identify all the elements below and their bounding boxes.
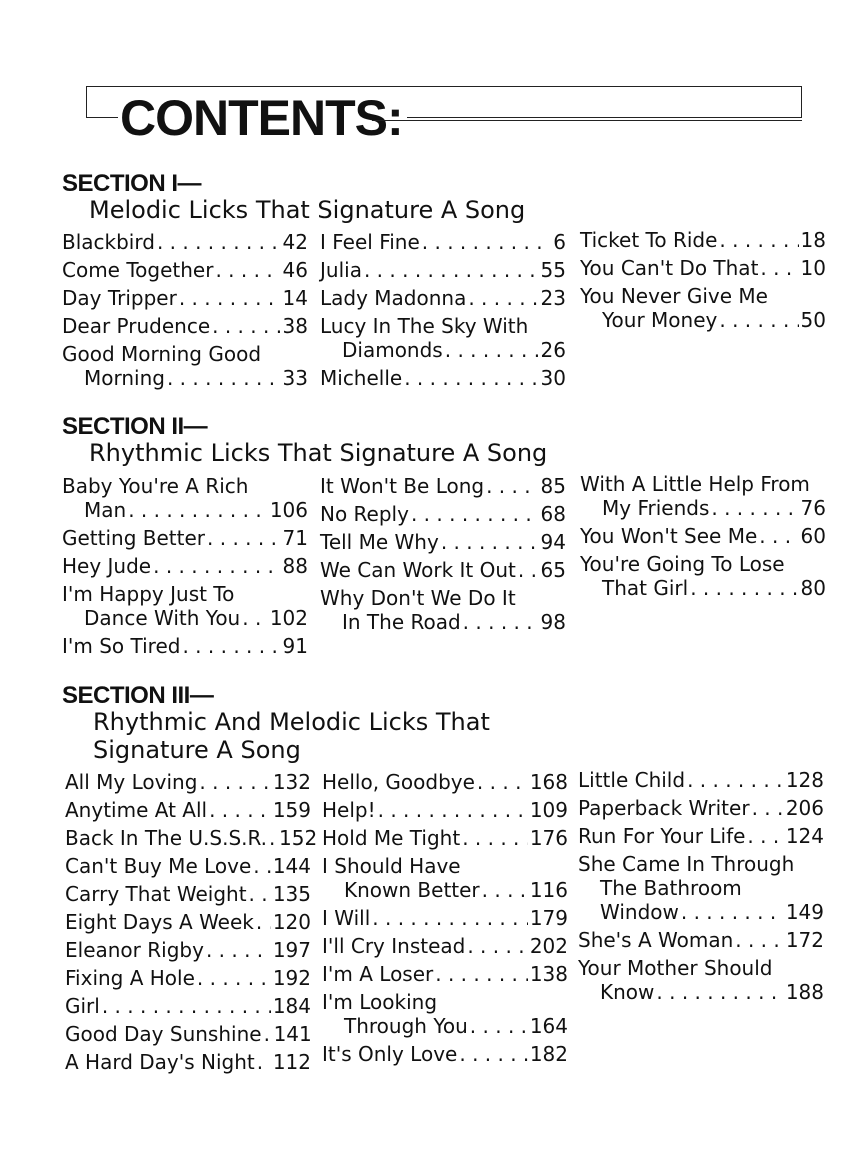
section-3-subtitle-line-1: Rhythmic And Melodic Licks That: [93, 708, 490, 736]
page-title: CONTENTS:: [118, 88, 407, 148]
toc-entry[interactable]: Help! . . . 109: [322, 798, 568, 822]
section-3-column-1: [65, 770, 318, 1078]
toc-entry[interactable]: It Won't Be Long . . . 85: [320, 474, 566, 498]
toc-entry[interactable]: All My Loving . . . 132: [65, 770, 311, 794]
toc-entry[interactable]: With A Little Help From My Friends . . . 76: [580, 472, 826, 520]
section-1-column-3: [580, 228, 826, 336]
toc-entry[interactable]: Good Day Sunshine . . . 141: [65, 1022, 311, 1046]
toc-entry[interactable]: I Should Have Known Better . . . 116: [322, 854, 568, 902]
toc-entry[interactable]: You Won't See Me . . . 60: [580, 524, 826, 548]
toc-entry[interactable]: I Will . . . 179: [322, 906, 568, 930]
section-2-label: SECTION II—: [62, 413, 208, 440]
section-3-label: SECTION III—: [62, 682, 214, 709]
section-2-column-1: [62, 474, 308, 662]
toc-entry[interactable]: Baby You're A Rich Man . . . 106: [62, 474, 308, 522]
toc-entry[interactable]: Girl . . . 184: [65, 994, 311, 1018]
toc-entry[interactable]: You Never Give Me Your Money . . . 50: [580, 284, 826, 332]
toc-entry[interactable]: Julia . . . 55: [320, 258, 566, 282]
toc-entry[interactable]: Hello, Goodbye . . . 168: [322, 770, 568, 794]
toc-entry[interactable]: Getting Better . . . 71: [62, 526, 308, 550]
toc-entry[interactable]: You're Going To Lose That Girl . . . 80: [580, 552, 826, 600]
toc-entry[interactable]: Hold Me Tight . . . 176: [322, 826, 568, 850]
toc-entry[interactable]: Lucy In The Sky With Diamonds . . . 26: [320, 314, 566, 362]
section-1-subtitle: Melodic Licks That Signature A Song: [89, 196, 526, 224]
toc-entry[interactable]: I'm So Tired . . . 91: [62, 634, 308, 658]
toc-entry[interactable]: I'm Looking Through You . . . 164: [322, 990, 568, 1038]
toc-entry[interactable]: You Can't Do That . . . 10: [580, 256, 826, 280]
toc-entry[interactable]: Ticket To Ride . . . 18: [580, 228, 826, 252]
toc-entry[interactable]: Carry That Weight . . . 135: [65, 882, 311, 906]
toc-entry[interactable]: Fixing A Hole . . . 192: [65, 966, 311, 990]
toc-entry[interactable]: Can't Buy Me Love . . . 144: [65, 854, 311, 878]
toc-entry[interactable]: Eleanor Rigby . . . 197: [65, 938, 311, 962]
toc-entry[interactable]: She Came In Through The Bathroom Window . . . 149: [578, 852, 824, 924]
toc-entry[interactable]: No Reply . . . 68: [320, 502, 566, 526]
toc-entry[interactable]: Hey Jude . . . 88: [62, 554, 308, 578]
section-2-column-2: [320, 474, 566, 638]
toc-entry[interactable]: Paperback Writer . . . 206: [578, 796, 824, 820]
section-2-subtitle: Rhythmic Licks That Signature A Song: [89, 439, 548, 467]
toc-entry[interactable]: I'm Happy Just To Dance With You . . . 102: [62, 582, 308, 630]
toc-entry[interactable]: I Feel Fine . . . 6: [320, 230, 566, 254]
toc-entry[interactable]: Day Tripper . . . 14: [62, 286, 308, 310]
section-2-column-3: [580, 472, 826, 604]
toc-entry[interactable]: Run For Your Life . . . 124: [578, 824, 824, 848]
title-rule: [372, 120, 802, 121]
toc-entry[interactable]: Your Mother Should Know . . . 188: [578, 956, 824, 1004]
toc-entry[interactable]: We Can Work It Out . . . 65: [320, 558, 566, 582]
toc-entry[interactable]: Why Don't We Do It In The Road . . . 98: [320, 586, 566, 634]
toc-entry[interactable]: Back In The U.S.S.R. . . . 152: [65, 826, 311, 850]
toc-entry[interactable]: Good Morning Good Morning . . . 33: [62, 342, 308, 390]
toc-entry[interactable]: I'll Cry Instead . . . 202: [322, 934, 568, 958]
toc-entry[interactable]: Come Together . . . 46: [62, 258, 308, 282]
toc-entry[interactable]: A Hard Day's Night . . . 112: [65, 1050, 311, 1074]
toc-entry[interactable]: Tell Me Why . . . 94: [320, 530, 566, 554]
section-3-column-2: [322, 770, 568, 1070]
toc-entry[interactable]: She's A Woman . . . 172: [578, 928, 824, 952]
section-3-column-3: [578, 768, 824, 1008]
toc-entry[interactable]: Blackbird . . . 42: [62, 230, 308, 254]
toc-entry[interactable]: Eight Days A Week . . . 120: [65, 910, 311, 934]
toc-entry[interactable]: Dear Prudence . . . 38: [62, 314, 308, 338]
section-1-column-2: [320, 230, 566, 394]
toc-entry[interactable]: Anytime At All . . . 159: [65, 798, 311, 822]
toc-entry[interactable]: It's Only Love . . . 182: [322, 1042, 568, 1066]
toc-entry[interactable]: I'm A Loser . . . 138: [322, 962, 568, 986]
section-1-column-1: [62, 230, 308, 394]
toc-entry[interactable]: Little Child . . . 128: [578, 768, 824, 792]
section-1-label: SECTION I—: [62, 170, 202, 197]
section-3-subtitle-line-2: Signature A Song: [93, 736, 301, 764]
toc-entry[interactable]: Michelle . . . 30: [320, 366, 566, 390]
toc-entry[interactable]: Lady Madonna . . . 23: [320, 286, 566, 310]
